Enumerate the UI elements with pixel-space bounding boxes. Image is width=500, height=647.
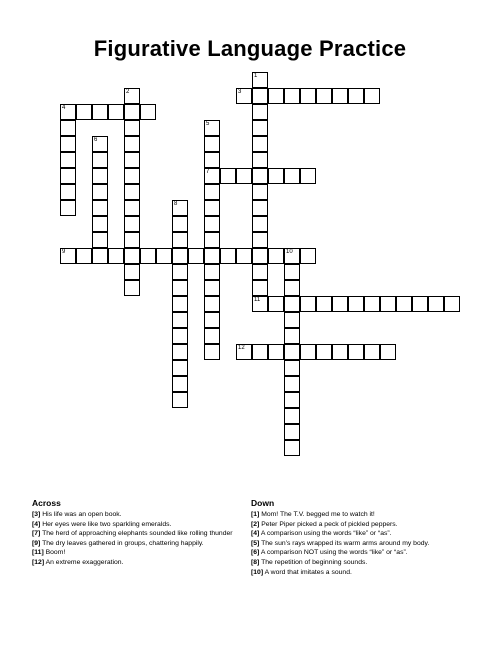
crossword-cell[interactable] [204, 328, 220, 344]
crossword-cell[interactable] [60, 136, 76, 152]
crossword-cell[interactable] [348, 296, 364, 312]
crossword-cell[interactable] [172, 312, 188, 328]
crossword-cell[interactable] [204, 152, 220, 168]
crossword-cell[interactable] [412, 296, 428, 312]
crossword-cell[interactable] [316, 88, 332, 104]
crossword-cell[interactable] [348, 88, 364, 104]
cell-number: 4 [62, 105, 66, 111]
crossword-cell[interactable] [76, 104, 92, 120]
crossword-cell[interactable] [252, 344, 268, 360]
cell-number: 7 [206, 169, 210, 175]
down-clue: [8] The repetition of beginning sounds. [251, 558, 368, 566]
crossword-cell[interactable] [92, 136, 108, 152]
crossword-cell[interactable] [172, 328, 188, 344]
crossword-cell[interactable] [60, 104, 76, 120]
crossword-cell[interactable] [188, 248, 204, 264]
crossword-cell[interactable] [220, 168, 236, 184]
across-clue: [12] An extreme exaggeration. [32, 558, 124, 566]
crossword-cell[interactable] [364, 88, 380, 104]
crossword-cell[interactable] [124, 264, 140, 280]
crossword-cell[interactable] [236, 168, 252, 184]
crossword-cell[interactable] [124, 136, 140, 152]
cell-number: 10 [286, 249, 293, 255]
crossword-cell[interactable] [204, 168, 220, 184]
crossword-cell[interactable] [252, 264, 268, 280]
crossword-cell[interactable] [92, 104, 108, 120]
crossword-cell[interactable] [124, 168, 140, 184]
crossword-cell[interactable] [220, 248, 236, 264]
crossword-cell[interactable] [284, 248, 300, 264]
crossword-cell[interactable] [172, 376, 188, 392]
crossword-cell[interactable] [204, 136, 220, 152]
crossword-cell[interactable] [124, 280, 140, 296]
crossword-cell[interactable] [92, 248, 108, 264]
crossword-cell[interactable] [108, 104, 124, 120]
crossword-cell[interactable] [124, 88, 140, 104]
crossword-cell[interactable] [204, 248, 220, 264]
crossword-cell[interactable] [268, 168, 284, 184]
crossword-cell[interactable] [204, 232, 220, 248]
cell-number: 6 [94, 137, 98, 143]
crossword-cell[interactable] [252, 120, 268, 136]
crossword-cell[interactable] [396, 296, 412, 312]
crossword-cell[interactable] [236, 248, 252, 264]
crossword-cell[interactable] [300, 168, 316, 184]
crossword-cell[interactable] [60, 120, 76, 136]
crossword-cell[interactable] [172, 216, 188, 232]
crossword-cell[interactable] [380, 344, 396, 360]
crossword-cell[interactable] [124, 216, 140, 232]
crossword-cell[interactable] [364, 344, 380, 360]
crossword-cell[interactable] [172, 200, 188, 216]
crossword-cell[interactable] [204, 296, 220, 312]
down-clue: [4] A comparison using the words “like” or “as”. [251, 530, 392, 538]
cell-number: 12 [238, 345, 245, 351]
crossword-cell[interactable] [332, 88, 348, 104]
crossword-cell[interactable] [284, 312, 300, 328]
crossword-cell[interactable] [284, 344, 300, 360]
crossword-cell[interactable] [252, 200, 268, 216]
crossword-cell[interactable] [172, 392, 188, 408]
crossword-cell[interactable] [380, 296, 396, 312]
crossword-cell[interactable] [172, 296, 188, 312]
crossword-cell[interactable] [124, 120, 140, 136]
crossword-cell[interactable] [332, 296, 348, 312]
crossword-cell[interactable] [252, 248, 268, 264]
crossword-cell[interactable] [60, 184, 76, 200]
crossword-cell[interactable] [204, 312, 220, 328]
crossword-cell[interactable] [172, 280, 188, 296]
crossword-cell[interactable] [268, 344, 284, 360]
crossword-cell[interactable] [124, 200, 140, 216]
crossword-cell[interactable] [236, 88, 252, 104]
crossword-cell[interactable] [92, 216, 108, 232]
crossword-cell[interactable] [284, 408, 300, 424]
cell-number: 11 [254, 297, 261, 303]
crossword-cell[interactable] [92, 168, 108, 184]
crossword-cell[interactable] [172, 264, 188, 280]
crossword-cell[interactable] [252, 72, 268, 88]
down-clue: [10] A word that imitates a sound. [251, 568, 352, 576]
crossword-cell[interactable] [268, 296, 284, 312]
crossword-cell[interactable] [300, 248, 316, 264]
crossword-cell[interactable] [204, 264, 220, 280]
crossword-cell[interactable] [300, 296, 316, 312]
crossword-cell[interactable] [204, 120, 220, 136]
crossword-cell[interactable] [284, 296, 300, 312]
crossword-cell[interactable] [252, 152, 268, 168]
crossword-cell[interactable] [204, 216, 220, 232]
cell-number: 3 [238, 89, 242, 95]
across-heading: Across [32, 498, 61, 508]
down-clue: [5] The sun’s rays wrapped its warm arms around my body. [251, 539, 430, 547]
crossword-cell[interactable] [204, 184, 220, 200]
crossword-cell[interactable] [92, 232, 108, 248]
crossword-cell[interactable] [252, 232, 268, 248]
down-heading: Down [251, 498, 275, 508]
cell-number: 9 [62, 249, 66, 255]
crossword-cell[interactable] [252, 280, 268, 296]
crossword-cell[interactable] [92, 152, 108, 168]
crossword-cell[interactable] [252, 184, 268, 200]
crossword-cell[interactable] [124, 184, 140, 200]
crossword-cell[interactable] [172, 232, 188, 248]
crossword-cell[interactable] [284, 360, 300, 376]
cell-number: 8 [174, 201, 178, 207]
crossword-cell[interactable] [284, 424, 300, 440]
across-clue: [9] The dry leaves gathered in groups, chattering happily. [32, 539, 204, 547]
cell-number: 1 [254, 73, 258, 79]
crossword-cell[interactable] [284, 376, 300, 392]
crossword-cell[interactable] [124, 152, 140, 168]
crossword-cell[interactable] [252, 136, 268, 152]
crossword-cell[interactable] [124, 104, 140, 120]
crossword-cell[interactable] [284, 440, 300, 456]
crossword-cell[interactable] [252, 216, 268, 232]
crossword-cell[interactable] [60, 200, 76, 216]
crossword-cell[interactable] [92, 184, 108, 200]
across-clue: [7] The herd of approaching elephants sounded like rolling thunder [32, 530, 233, 538]
crossword-cell[interactable] [300, 88, 316, 104]
across-clue: [4] Her eyes were like two sparkling emeralds. [32, 520, 172, 528]
crossword-cell[interactable] [140, 248, 156, 264]
crossword-cell[interactable] [252, 104, 268, 120]
down-clue-list [251, 510, 481, 577]
crossword-cell[interactable] [332, 344, 348, 360]
cell-number: 5 [206, 121, 210, 127]
crossword-cell[interactable] [236, 344, 252, 360]
crossword-cell[interactable] [284, 264, 300, 280]
crossword-cell[interactable] [252, 296, 268, 312]
crossword-cell[interactable] [284, 392, 300, 408]
across-clue-list [32, 510, 247, 568]
crossword-cell[interactable] [252, 168, 268, 184]
crossword-cell[interactable] [284, 280, 300, 296]
crossword-cell[interactable] [284, 88, 300, 104]
crossword-cell[interactable] [444, 296, 460, 312]
crossword-cell[interactable] [364, 296, 380, 312]
crossword-cell[interactable] [76, 248, 92, 264]
puzzle-title: Figurative Language Practice [93, 36, 407, 61]
crossword-cell[interactable] [204, 280, 220, 296]
cell-number: 2 [126, 89, 130, 95]
crossword-cell[interactable] [268, 88, 284, 104]
down-clue: [6] A comparison NOT using the words “like” or “as”. [251, 549, 408, 557]
crossword-cell[interactable] [172, 248, 188, 264]
crossword-cell[interactable] [156, 248, 172, 264]
crossword-cell[interactable] [124, 232, 140, 248]
crossword-cell[interactable] [316, 344, 332, 360]
crossword-cell[interactable] [316, 296, 332, 312]
crossword-cell[interactable] [348, 344, 364, 360]
down-clue: [1] Mom! The T.V. begged me to watch it! [251, 511, 375, 518]
across-clue: [3] His life was an open book. [32, 511, 122, 518]
across-clue: [11] Boom! [32, 549, 66, 557]
crossword-cell[interactable] [60, 152, 76, 168]
crossword-cell[interactable] [204, 344, 220, 360]
crossword-cell[interactable] [252, 88, 268, 104]
crossword-cell[interactable] [108, 248, 124, 264]
crossword-cell[interactable] [92, 200, 108, 216]
crossword-cell[interactable] [60, 248, 76, 264]
crossword-cell[interactable] [428, 296, 444, 312]
crossword-cell[interactable] [284, 168, 300, 184]
crossword-cell[interactable] [284, 328, 300, 344]
down-clue: [2] Peter Piper picked a peck of pickled peppers. [251, 520, 398, 528]
crossword-cell[interactable] [204, 200, 220, 216]
crossword-cell[interactable] [60, 168, 76, 184]
crossword-cell[interactable] [268, 248, 284, 264]
crossword-cell[interactable] [140, 104, 156, 120]
crossword-cell[interactable] [172, 360, 188, 376]
crossword-cell[interactable] [300, 344, 316, 360]
crossword-cell[interactable] [172, 344, 188, 360]
crossword-cell[interactable] [124, 248, 140, 264]
